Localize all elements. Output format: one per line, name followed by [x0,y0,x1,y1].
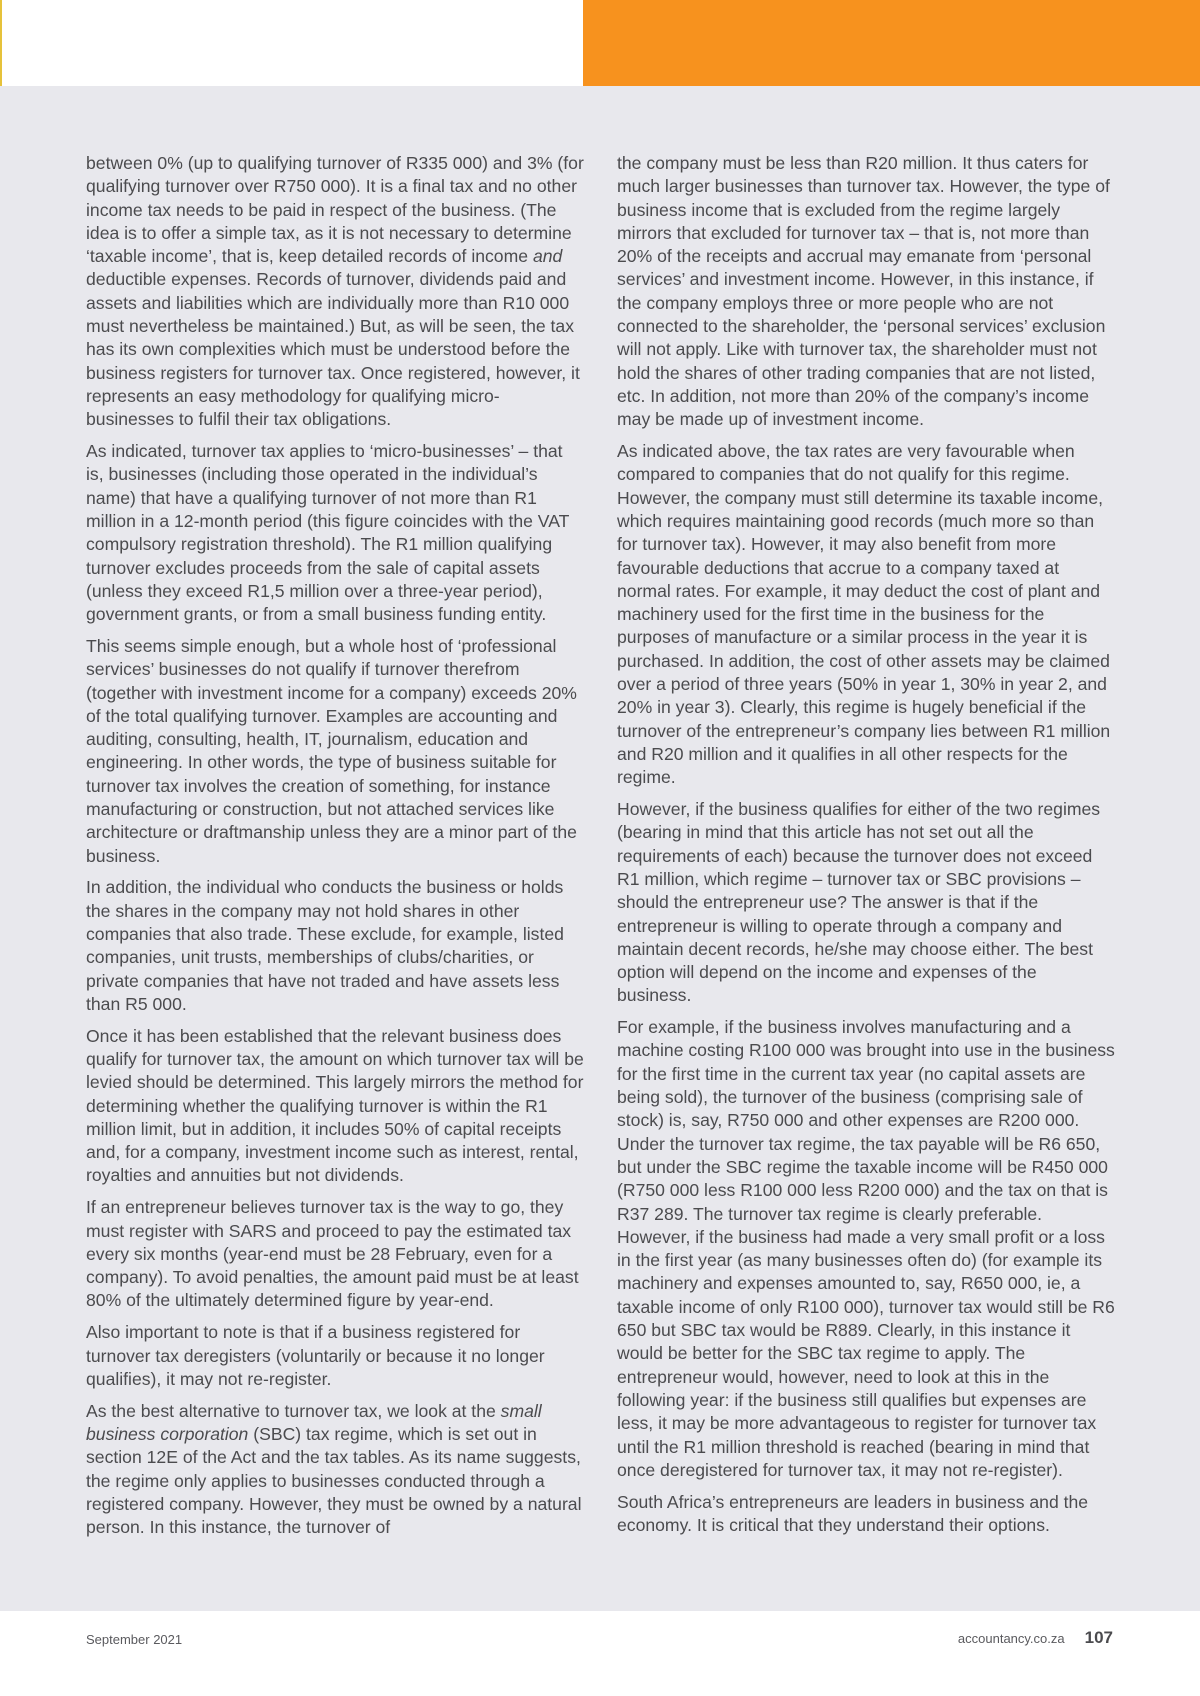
paragraph: Once it has been established that the relevant business does qualify for turnover tax, the amount on which turnover tax will be levied should be determined. This largely mirrors the method for determining whether the qualifying turnover is within the R1 million limit, but in addition, it includes 50% of capital receipts and, for a company, investment income such as interest, rental, royalties and annuities but not dividends. [86,1025,584,1186]
header-blank-area [0,0,583,86]
article-column-right [617,152,1115,1537]
paragraph: This seems simple enough, but a whole host of ‘professional services’ businesses do not qualify if turnover therefrom (together with investment income for a company) exceeds 20% of the total qualifying turnover. Examples are accounting and auditing, consulting, health, IT, journalism, education and engineering. In other words, the type of business suitable for turnover tax involves the creation of something, for instance manufacturing or construction, but not attached services like architecture or draftmanship unless they are a minor part of the business. [86,635,577,866]
paragraph: In addition, the individual who conducts the business or holds the shares in the company may not hold shares in other companies that also trade. These exclude, for example, listed companies, unit trusts, memberships of clubs/charities, or private companies that have not traded and have assets less than R5 000. [86,877,564,1014]
paragraph: However, if the business qualifies for either of the two regimes (bearing in mind that this article has not set out all the requirements of each) because the turnover does not exceed R1 million, which regime – turnover tax or SBC provisions – should the entrepreneur use? The answer is that if the entrepreneur is willing to operate through a company and maintain decent records, he/she may choose either. The best option will depend on the income and expenses of the business. [617,799,1101,1006]
paragraph-text: between 0% (up to qualifying turnover of R335 000) and 3% (for qualifying turnover over R750 000). It is a final tax and no other income tax needs to be paid in respect of the business. (The idea is to offer a simple tax, as it is not necessary to determine ‘taxable income’, that is, keep detailed records of income [86,153,584,267]
emphasis-text: and [532,246,563,267]
article-column-left [86,152,584,1539]
paragraph: As indicated above, the tax rates are very favourable when compared to companies that do not qualify for this regime. However, the company must still determine its taxable income, which requires maintaining good records (much more so than for turnover tax). However, it may also benefit from more favourable deductions that accrue to a company taxed at normal rates. For example, it may deduct the cost of plant and machinery used for the first time in the business for the purposes of manufacture or a similar process in the year it is purchased. In addition, the cost of other assets may be claimed over a period of three years (50% in year 1, 30% in year 2, and 20% in year 3). Clearly, this regime is hugely beneficial if the turnover of the entrepreneur’s company lies between R1 million and R20 million and it qualifies in all other respects for the regime. [617,441,1111,788]
header-orange-band [583,0,1200,86]
paragraph: Also important to note is that if a business registered for turnover tax deregisters (voluntarily or because it no longer qualifies), it may not re-register. [86,1322,545,1389]
paragraph: If an entrepreneur believes turnover tax is the way to go, they must register with SARS and proceed to pay the estimated tax every six months (year-end must be 28 February, even for a company). To avoid penalties, the amount paid must be at least 80% of the ultimately determined figure by year-end. [86,1197,579,1311]
page-number: 107 [1084,1628,1113,1647]
paragraph-text: (SBC) tax regime, which is set out in section 12E of the Act and the tax tables. As its name suggests, the regime only applies to businesses conducted through a registered company. However, they must be owned by a natural person. In this instance, the turnover of [86,1423,582,1538]
paragraph [86,1400,584,1540]
paragraph: South Africa’s entrepreneurs are leaders in business and the economy. It is critical that they understand their options. [617,1491,1089,1535]
paragraph: the company must be less than R20 million. It thus caters for much larger businesses than turnover tax. However, the type of business income that is excluded from the regime largely mirrors that excluded for turnover tax – that is, not more than 20% of the receipts and accrual may emanate from ‘personal services’ and investment income. However, in this instance, if the company employs three or more people who are not connected to the shareholder, the ‘personal services’ exclusion will not apply. Like with turnover tax, the shareholder must not hold the shares of other trading companies that are not listed, etc. In addition, not more than 20% of the company’s income may be made up of investment income. [617,153,1110,430]
paragraph [86,152,584,432]
footer-date: September 2021 [86,1632,183,1647]
emphasis-text: small business corporation [86,1400,542,1444]
paragraph-text: deductible expenses. Records of turnover, dividends paid and assets and liabilities which are individually more than R10 000 must nevertheless be maintained.) But, as will be seen, the tax has its own complexities which must be understood before the business registers for turnover tax. Once registered, however, it represents an easy methodology for qualifying micro-businesses to fulfil their tax obligations. [86,269,580,430]
footer-website: accountancy.co.za [957,1631,1065,1646]
paragraph: For example, if the business involves manufacturing and a machine costing R100 000 was brought into use in the business for the first time in the current tax year (no capital assets are being sold), the turnover of the business (comprising sale of stock) is, say, R750 000 and other expenses are R200 000. Under the turnover tax regime, the tax payable will be R6 650, but under the SBC regime the taxable income will be R450 000 (R750 000 less R100 000 less R200 000) and the tax on that is R37 289. The turnover tax regime is clearly preferable. However, if the business had made a very small profit or a loss in the first year (as many businesses often do) (for example its machinery and expenses amounted to, say, R650 000, ie, a taxable income of only R100 000), turnover tax would still be R6 650 but SBC tax would be R889. Clearly, in this instance it would be better for the SBC tax regime to apply. The entrepreneur would, however, need to look at this in the following year: if the business still qualifies but expenses are less, it may be more advantageous to register for turnover tax until the R1 million threshold is reached (bearing in mind that once deregistered for turnover tax, it may not re-register). [617,1017,1115,1480]
paragraph-text: As the best alternative to turnover tax, we look at the [86,1400,501,1421]
paragraph: As indicated, turnover tax applies to ‘micro-businesses’ – that is, businesses (including those operated in the individual’s name) that have a qualifying turnover of not more than R1 million in a 12-month period (this figure coincides with the VAT compulsory registration threshold). The R1 million qualifying turnover excludes proceeds from the sale of capital assets (unless they exceed R1,5 million over a three-year period), government grants, or from a small business funding entity. [86,441,570,625]
footer-right-group [958,1628,1113,1648]
